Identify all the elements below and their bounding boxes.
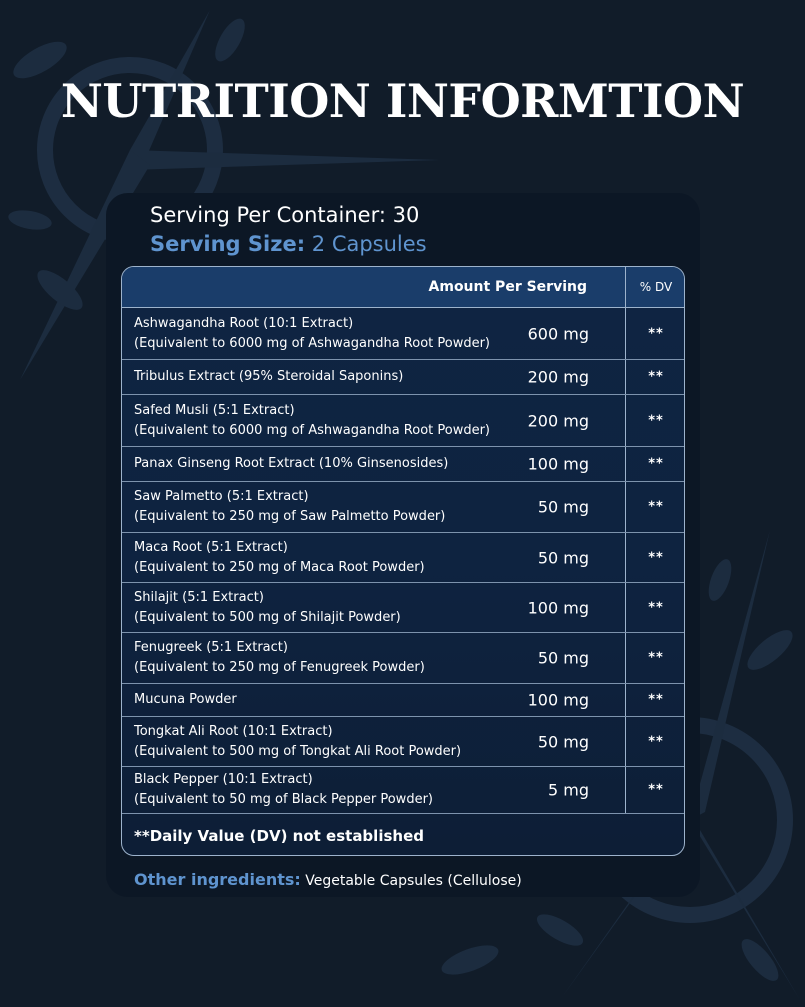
table-row bbox=[122, 684, 664, 717]
table-header bbox=[122, 267, 684, 308]
ingredient-name: Maca Root (5:1 Extract) (Equivalent to 250 mg of Maca Root Powder) bbox=[134, 539, 425, 575]
other-ingredients-label: Other ingredients: bbox=[134, 870, 301, 889]
other-ingredients-value: Vegetable Capsules (Cellulose) bbox=[305, 873, 522, 889]
ingredient-amount: 50 mg bbox=[537, 548, 589, 567]
page-title: NUTRITION INFORMTION bbox=[60, 74, 745, 128]
ingredient-dv: ** bbox=[648, 456, 664, 472]
ingredient-amount: 50 mg bbox=[537, 497, 589, 517]
ingredient-name: Safed Musli (5:1 Extract) (Equivalent to 6000 mg of Ashwagandha Root Powder) bbox=[134, 402, 491, 438]
ingredient-dv: ** bbox=[648, 550, 664, 565]
nutrition-table bbox=[121, 266, 685, 856]
table-row bbox=[122, 395, 664, 447]
ingredient-amount: 50 mg bbox=[537, 648, 589, 668]
table-row bbox=[122, 482, 664, 533]
ingredient-amount: 100 mg bbox=[527, 690, 589, 710]
other-ingredients bbox=[134, 870, 522, 889]
table-row bbox=[122, 447, 664, 482]
serving-size-value: 2 Capsules bbox=[311, 232, 427, 256]
dv-footnote: **Daily Value (DV) not established bbox=[134, 827, 424, 845]
ingredient-name: Panax Ginseng Root Extract (10% Ginsenosides) bbox=[134, 456, 449, 471]
ingredient-name: Mucuna Powder bbox=[134, 692, 237, 707]
ingredient-name: Fenugreek (5:1 Extract) (Equivalent to 250 mg of Fenugreek Powder) bbox=[134, 640, 425, 675]
header-amount: Amount Per Serving bbox=[428, 279, 587, 295]
serving-per-container: Serving Per Container: 30 bbox=[150, 203, 420, 227]
ingredient-amount: 600 mg bbox=[527, 324, 589, 343]
ingredient-dv: ** bbox=[648, 369, 664, 385]
table-row bbox=[122, 633, 664, 684]
ingredient-name: Shilajit (5:1 Extract) (Equivalent to 500 mg of Shilajit Powder) bbox=[134, 589, 401, 625]
serving-size bbox=[150, 232, 427, 256]
ingredient-amount: 100 mg bbox=[527, 598, 589, 617]
ingredient-name: Tongkat Ali Root (10:1 Extract) (Equivalent to 500 mg of Tongkat Ali Root Powder) bbox=[134, 723, 462, 759]
ingredient-amount: 100 mg bbox=[527, 454, 589, 474]
ingredient-amount: 200 mg bbox=[527, 367, 589, 387]
ingredient-amount: 200 mg bbox=[527, 411, 589, 430]
ingredient-dv: ** bbox=[648, 499, 664, 515]
ingredient-name: Black Pepper (10:1 Extract) (Equivalent to 50 mg of Black Pepper Powder) bbox=[134, 772, 433, 807]
ingredient-dv: ** bbox=[648, 600, 664, 615]
header-dv: % DV bbox=[639, 280, 673, 294]
ingredient-name: Tribulus Extract (95% Steroidal Saponins) bbox=[134, 369, 404, 384]
table-row bbox=[122, 717, 664, 767]
ingredient-name: Saw Palmetto (5:1 Extract) (Equivalent to 250 mg of Saw Palmetto Powder) bbox=[134, 489, 446, 524]
ingredient-name: Ashwagandha Root (10:1 Extract) (Equivalent to 6000 mg of Ashwagandha Root Powder) bbox=[134, 315, 491, 351]
serving-size-label: Serving Size: bbox=[150, 232, 306, 256]
ingredient-dv: ** bbox=[648, 692, 664, 708]
table-row bbox=[122, 533, 664, 583]
ingredient-amount: 50 mg bbox=[537, 732, 589, 751]
table-row bbox=[122, 767, 664, 814]
ingredient-dv: ** bbox=[648, 782, 664, 798]
ingredient-dv: ** bbox=[648, 734, 664, 749]
table-row bbox=[122, 308, 664, 360]
table-row bbox=[122, 360, 664, 395]
table-row bbox=[122, 583, 664, 633]
ingredient-dv: ** bbox=[648, 326, 664, 341]
ingredient-dv: ** bbox=[648, 650, 664, 666]
ingredient-dv: ** bbox=[648, 413, 664, 428]
ingredient-amount: 5 mg bbox=[547, 780, 589, 800]
